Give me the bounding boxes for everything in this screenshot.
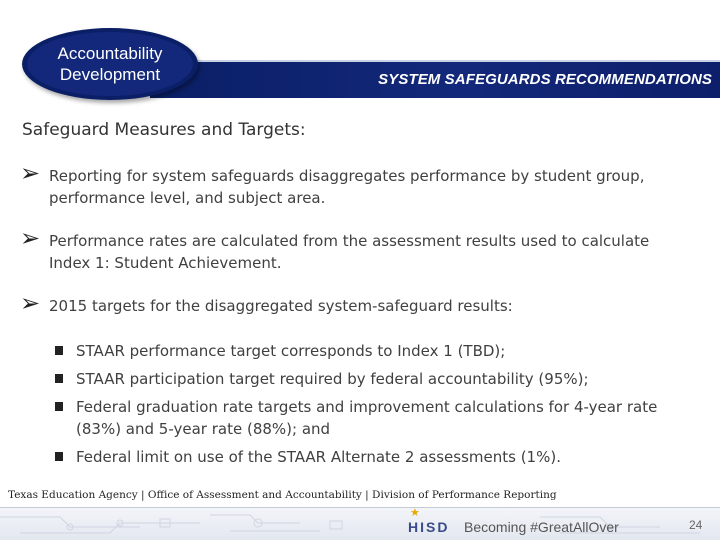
bullet-item xyxy=(20,289,680,317)
arrow-bullet-icon: ➢ xyxy=(20,159,41,187)
header-band xyxy=(150,62,720,98)
section-badge-line1: Accountability xyxy=(57,44,163,63)
arrow-bullet-icon: ➢ xyxy=(20,224,41,252)
sub-bullet-text: Federal graduation rate targets and improvement calculations for 4-year rate (83%) and 5-year rate (88%); and xyxy=(76,398,658,438)
square-bullet-icon xyxy=(55,346,63,355)
sub-bullet-item xyxy=(76,340,686,362)
bullet-item xyxy=(20,224,680,274)
sub-bullet-item xyxy=(76,446,686,468)
arrow-bullet-icon: ➢ xyxy=(20,289,41,317)
slide-title: SYSTEM SAFEGUARDS RECOMMENDATIONS xyxy=(378,71,712,88)
sub-bullet-item xyxy=(76,368,686,390)
sub-bullet-text: STAAR participation target required by federal accountability (95%); xyxy=(76,370,589,388)
footer-divider xyxy=(0,507,720,508)
bullet-text: 2015 targets for the disaggregated system-safeguard results: xyxy=(49,297,513,315)
sub-bullet-text: STAAR performance target corresponds to Index 1 (TBD); xyxy=(76,342,506,360)
section-heading: Safeguard Measures and Targets: xyxy=(22,120,306,140)
square-bullet-icon xyxy=(55,452,63,461)
square-bullet-icon xyxy=(55,402,63,411)
page-number: 24 xyxy=(689,518,703,532)
square-bullet-icon xyxy=(55,374,63,383)
footer-slogan: Becoming #GreatAllOver xyxy=(464,519,619,535)
sub-bullet-text: Federal limit on use of the STAAR Alternate 2 assessments (1%). xyxy=(76,448,561,466)
bullet-text: Reporting for system safeguards disaggregates performance by student group, performance level, and subject area. xyxy=(49,167,645,207)
sub-bullet-item xyxy=(76,396,686,440)
district-logo-text: HISD xyxy=(408,519,450,535)
bullet-item xyxy=(20,159,680,209)
agency-footer-line: Texas Education Agency | Office of Assessment and Accountability | Division of Performance Reporting xyxy=(8,489,557,501)
bullet-text: Performance rates are calculated from the assessment results used to calculate Index 1: Student Achievement. xyxy=(49,232,650,272)
star-icon: ★ xyxy=(410,506,420,519)
section-badge-line2: Development xyxy=(59,65,161,84)
section-badge xyxy=(27,32,193,96)
